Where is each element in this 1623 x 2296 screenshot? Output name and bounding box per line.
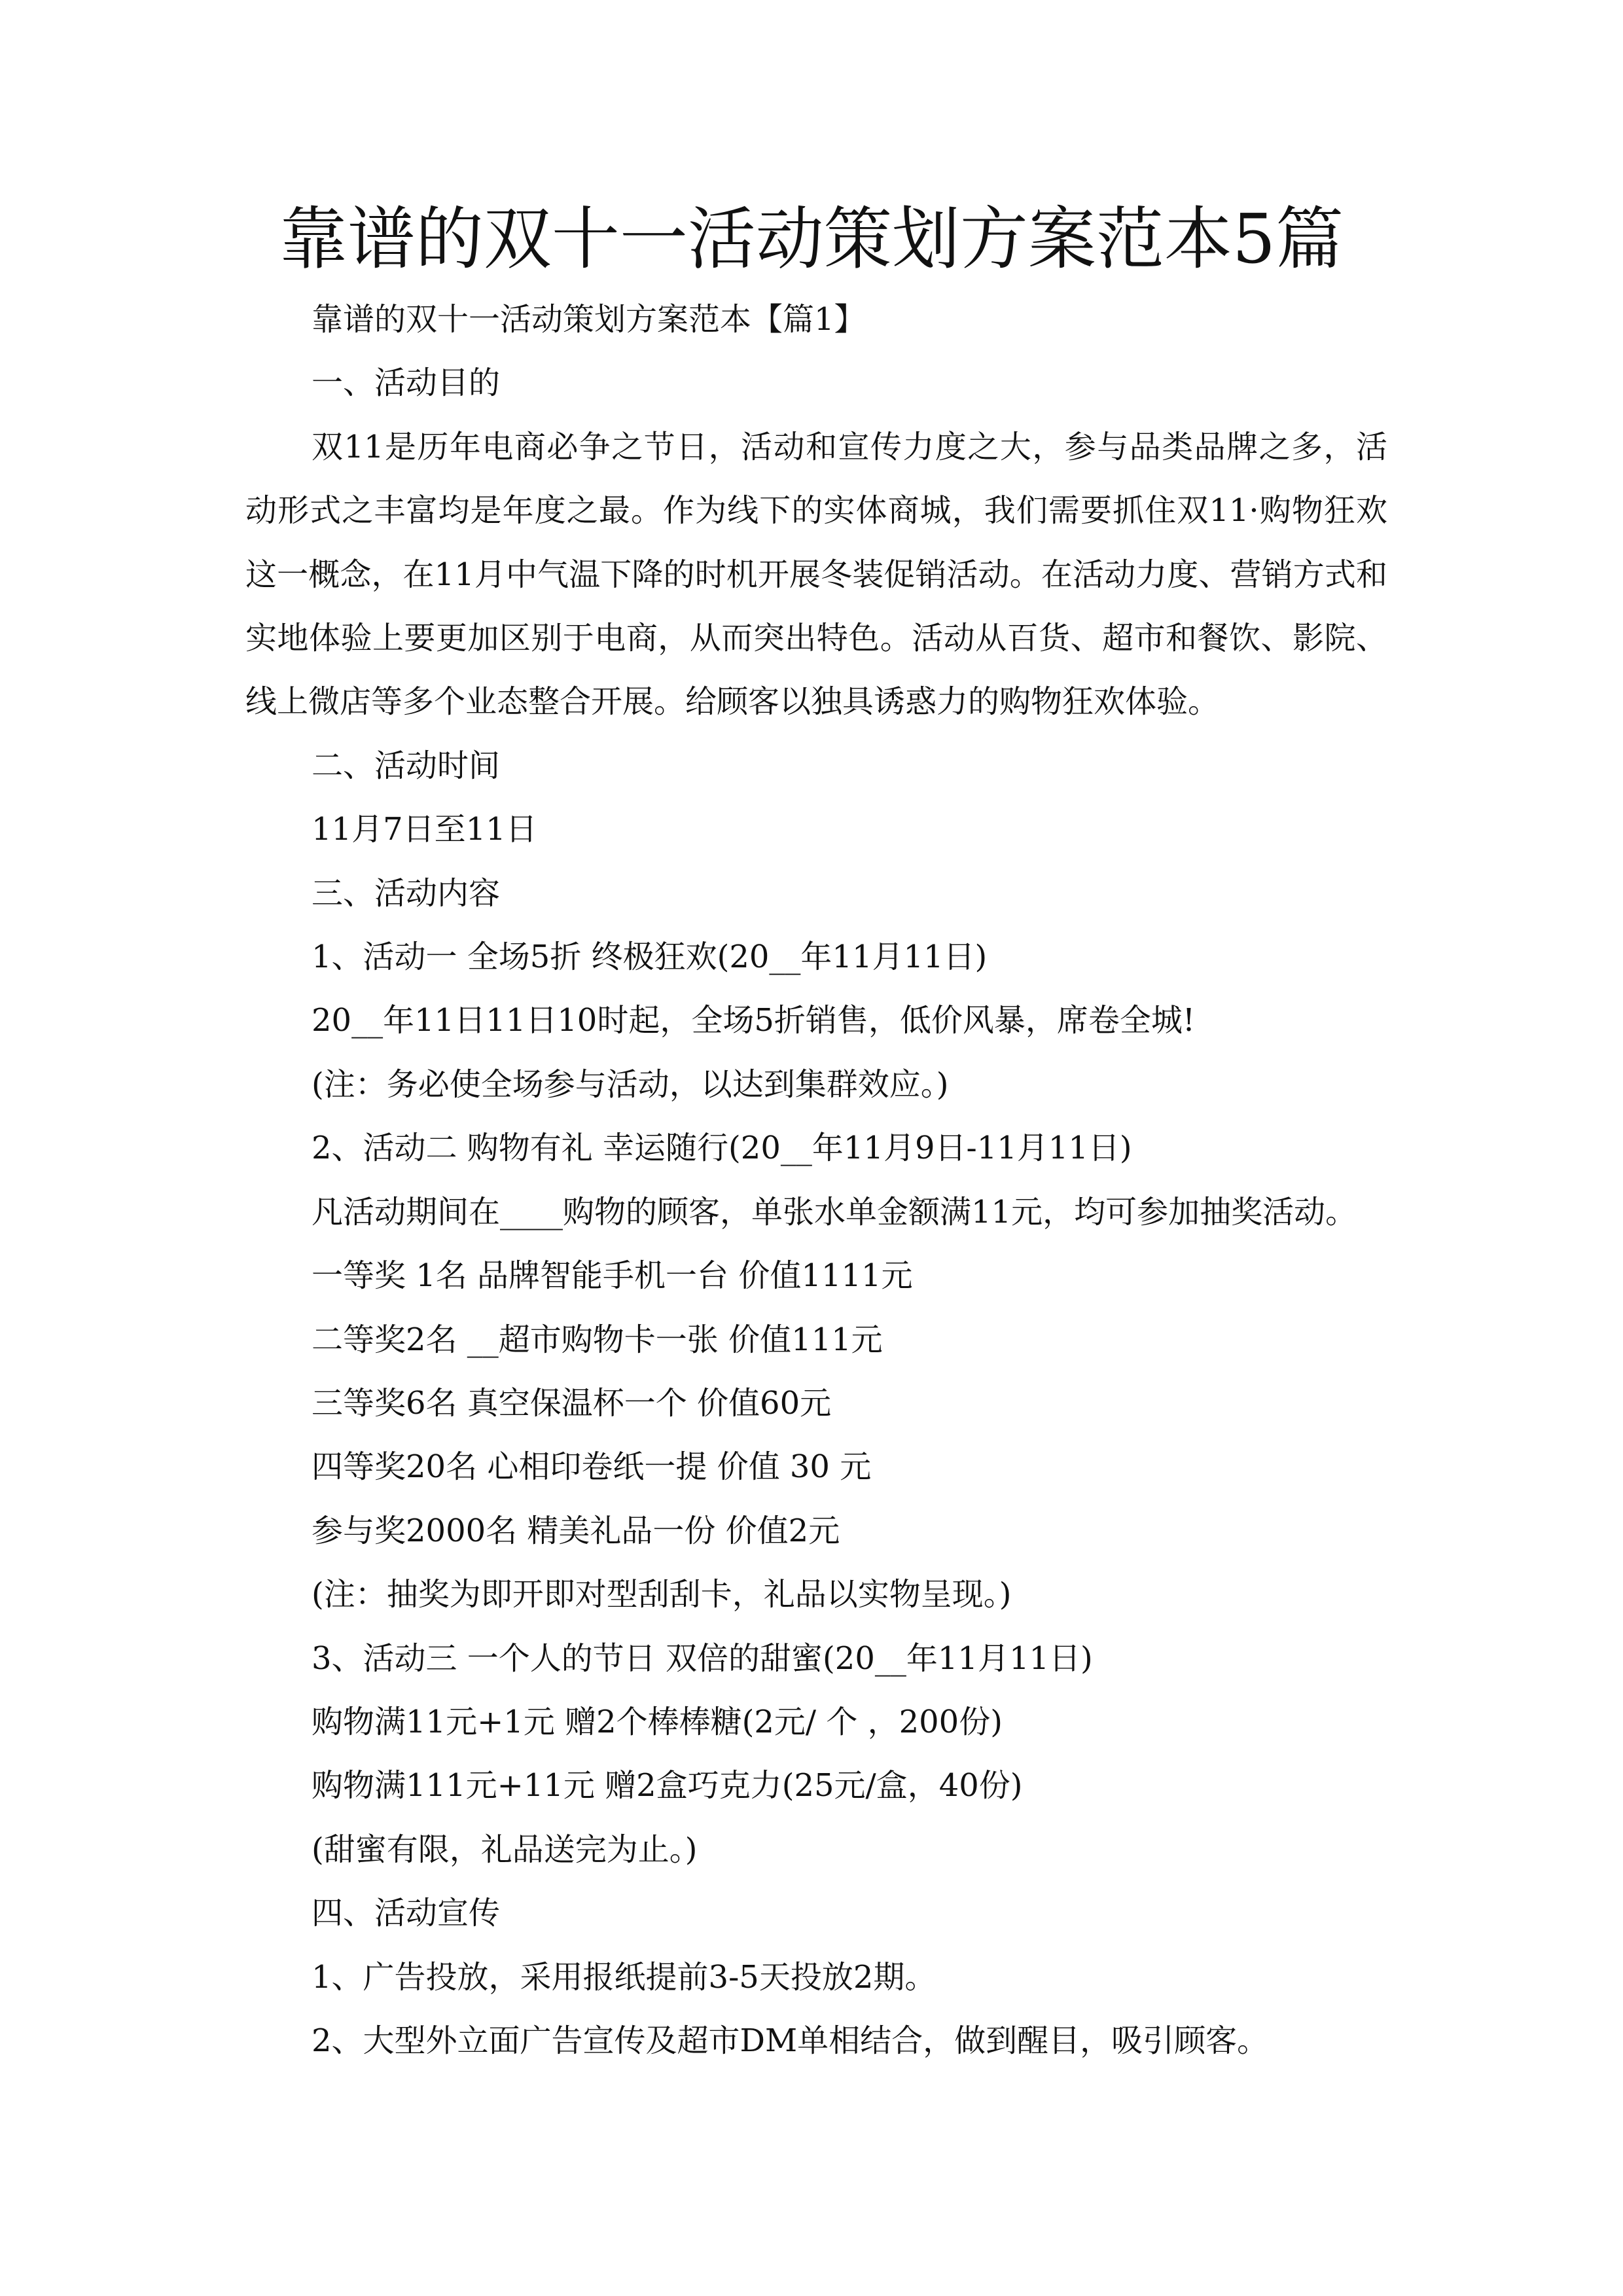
- content-line: 购物满11元+1元 赠2个棒棒糖(2元/ 个 ，200份): [312, 1703, 1003, 1740]
- document-title: 靠谱的双十一活动策划方案范本5篇: [279, 199, 1344, 279]
- time-text: 11月7日至11日: [312, 811, 537, 848]
- section-heading-promotion: 四、活动宣传: [312, 1895, 501, 1932]
- purpose-paragraph: 双11是历年电商必争之节日，活动和宣传力度之大，参与品类品牌之多，活动形式之丰富均是年度之最。作为线下的实体商城，我们需要抓住双11·购物狂欢这一概念，在11月中气温下降的时机开展冬装促销活动。在活动力度、营销方式和实地体验上要更加区别于电商，从而突出特色。活动从百货、超市和餐饮、影院、线上微店等多个业态整合开展。给顾客以独具诱惑力的购物狂欢体验。: [245, 428, 1387, 721]
- subtitle: 靠谱的双十一活动策划方案范本【篇1】: [312, 301, 866, 338]
- content-line: (甜蜜有限，礼品送完为止。): [312, 1831, 698, 1868]
- content-line: 1、活动一 全场5折 终极狂欢(20__年11月11日): [312, 939, 988, 976]
- content-line: (注：抽奖为即开即对型刮刮卡，礼品以实物呈现。): [312, 1576, 1012, 1613]
- content-line: 2、活动二 购物有礼 幸运随行(20__年11月9日-11月11日): [312, 1130, 1132, 1167]
- content-line: (注：务必使全场参与活动，以达到集群效应。): [312, 1066, 949, 1103]
- content-line: 20__年11日11日10时起，全场5折销售，低价风暴，席卷全城!: [312, 1002, 1196, 1039]
- promotion-line: 1、广告投放，采用报纸提前3-5天投放2期。: [312, 1958, 936, 1996]
- content-line: 凡活动期间在____购物的顾客，单张水单金额满11元，均可参加抽奖活动。: [312, 1193, 1357, 1230]
- promotion-line: 2、大型外立面广告宣传及超市DM单相结合，做到醒目，吸引顾客。: [312, 2022, 1269, 2059]
- content-line: 二等奖2名 __超市购物卡一张 价值111元: [312, 1321, 883, 1358]
- content-line: 四等奖20名 心相印卷纸一提 价值 30 元: [312, 1448, 872, 1486]
- document-body: [245, 288, 1387, 2073]
- content-line: 参与奖2000名 精美礼品一份 价值2元: [312, 1512, 840, 1549]
- content-line: 一等奖 1名 品牌智能手机一台 价值1111元: [312, 1257, 913, 1295]
- content-line: 3、活动三 一个人的节日 双倍的甜蜜(20__年11月11日): [312, 1640, 1093, 1677]
- section-heading-time: 二、活动时间: [312, 747, 501, 784]
- section-heading-content: 三、活动内容: [312, 874, 501, 912]
- section-heading-purpose: 一、活动目的: [312, 365, 501, 402]
- content-line: 购物满111元+11元 赠2盒巧克力(25元/盒，40份): [312, 1767, 1023, 1804]
- content-line: 三等奖6名 真空保温杯一个 价值60元: [312, 1384, 832, 1422]
